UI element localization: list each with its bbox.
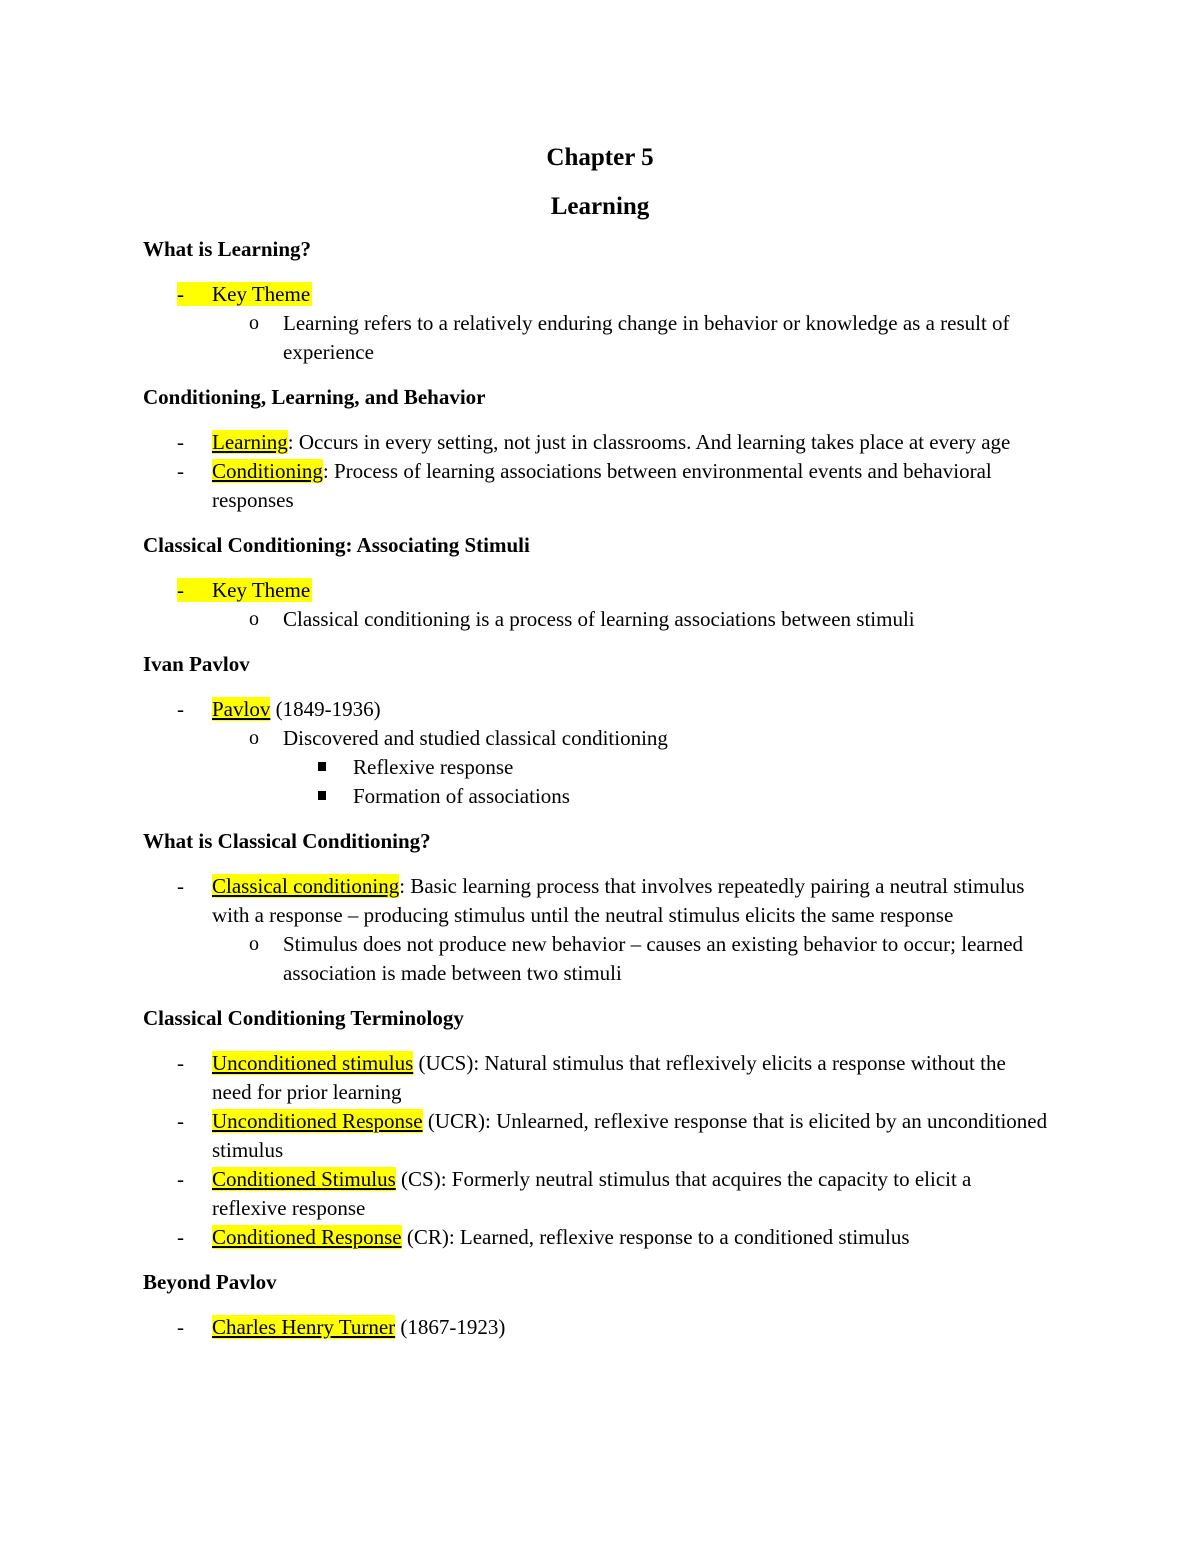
dash-bullet: - <box>177 1109 184 1133</box>
list-item <box>0 1049 1200 1107</box>
sub-sub-item <box>0 782 1200 811</box>
dash-bullet: - <box>177 1225 184 1249</box>
sub-item-text: Classical conditioning is a process of learning associations between stimuli <box>283 607 915 631</box>
sub-sub-item <box>0 753 1200 782</box>
sub-item-text: Stimulus does not produce new behavior – causes an existing behavior to occur; learned association is made between two stimuli <box>283 932 1024 985</box>
definition-text: (1849-1936) <box>270 697 381 721</box>
dash-bullet: - <box>177 459 184 483</box>
bullet-list <box>0 872 1200 988</box>
sub-item <box>0 930 1200 988</box>
definition-text: (CR): Learned, reflexive response to a conditioned stimulus <box>401 1225 910 1249</box>
circle-bullet: o <box>249 608 259 630</box>
list-item <box>0 1107 1200 1165</box>
sub-sub-item-text: Reflexive response <box>353 755 514 779</box>
bullet-list <box>0 576 1200 634</box>
highlighted-term: Unconditioned Response <box>212 1109 423 1133</box>
sub-item <box>0 605 1200 634</box>
definition-text: : Basic learning process that involves repeatedly pairing a neutral stimulus with a response – producing stimulus until the neutral stimulus elicits the same response <box>212 874 1025 927</box>
key-theme-item <box>0 280 1200 309</box>
sub-sub-item-text: Formation of associations <box>353 784 570 808</box>
key-theme-item <box>0 576 1200 605</box>
chapter-number: Chapter 5 <box>546 144 654 171</box>
dash-bullet: - <box>177 1315 184 1339</box>
list-item <box>0 1165 1200 1223</box>
section-heading: Conditioning, Learning, and Behavior <box>143 385 486 409</box>
dash-bullet: - <box>177 697 184 721</box>
key-theme-highlight <box>177 282 312 306</box>
section-what-is-classical-conditioning <box>0 827 1200 988</box>
key-theme-label: Key Theme <box>212 578 311 602</box>
highlighted-term: Classical conditioning <box>212 874 400 898</box>
sub-item <box>0 309 1200 367</box>
circle-bullet: o <box>249 933 259 955</box>
sub-item-text: Learning refers to a relatively enduring change in behavior or knowledge as a result of experience <box>283 311 1010 364</box>
highlighted-term: Charles Henry Turner <box>212 1315 396 1339</box>
list-item <box>0 695 1200 724</box>
section-classical-conditioning-associating <box>0 531 1200 634</box>
key-theme-highlight <box>177 578 312 602</box>
definition-text: (UCS): Natural stimulus that reflexively elicits a response without the need for prior learning <box>212 1051 1006 1104</box>
list-item <box>0 872 1200 930</box>
section-heading: What is Learning? <box>143 237 312 261</box>
section-heading: Beyond Pavlov <box>143 1270 277 1294</box>
bullet-list <box>0 428 1200 515</box>
list-item <box>0 457 1200 515</box>
definition-text: (CS): Formerly neutral stimulus that acquires the capacity to elicit a reflexive response <box>212 1167 972 1220</box>
section-conditioning-learning-behavior <box>0 383 1200 515</box>
dash-bullet: - <box>177 578 184 602</box>
sub-item-text: Discovered and studied classical conditioning <box>283 726 668 750</box>
highlighted-term: Pavlov <box>212 697 271 721</box>
section-heading: Classical Conditioning Terminology <box>143 1006 464 1030</box>
section-heading: Classical Conditioning: Associating Stimuli <box>143 533 530 557</box>
definition-text: (UCR): Unlearned, reflexive response that is elicited by an unconditioned stimulus <box>212 1109 1048 1162</box>
list-item <box>0 1313 1200 1342</box>
circle-bullet: o <box>249 727 259 749</box>
section-beyond-pavlov <box>0 1268 1200 1342</box>
bullet-list <box>0 1049 1200 1252</box>
square-bullet <box>318 791 326 800</box>
highlighted-term: Conditioned Response <box>212 1225 402 1249</box>
list-item <box>0 428 1200 457</box>
definition-text: : Occurs in every setting, not just in classrooms. And learning takes place at every age <box>287 430 1011 454</box>
dash-bullet: - <box>177 874 184 898</box>
dash-bullet: - <box>177 1167 184 1191</box>
bullet-list <box>0 1313 1200 1342</box>
chapter-title: Learning <box>550 193 650 220</box>
highlighted-term: Learning <box>212 430 288 454</box>
highlighted-term: Conditioning <box>212 459 323 483</box>
definition-text: (1867-1923) <box>395 1315 506 1339</box>
sub-item <box>0 724 1200 753</box>
section-classical-conditioning-terminology <box>0 1004 1200 1252</box>
key-theme-label: Key Theme <box>212 282 311 306</box>
list-item <box>0 1223 1200 1252</box>
bullet-list <box>0 695 1200 811</box>
dash-bullet: - <box>177 282 184 306</box>
bullet-list <box>0 280 1200 367</box>
highlighted-term: Conditioned Stimulus <box>212 1167 396 1191</box>
section-ivan-pavlov <box>0 650 1200 811</box>
circle-bullet: o <box>249 312 259 334</box>
section-heading: Ivan Pavlov <box>143 652 250 676</box>
section-heading: What is Classical Conditioning? <box>143 829 431 853</box>
dash-bullet: - <box>177 430 184 454</box>
highlighted-term: Unconditioned stimulus <box>212 1051 414 1075</box>
square-bullet <box>318 762 326 771</box>
dash-bullet: - <box>177 1051 184 1075</box>
definition-text: : Process of learning associations between environmental events and behavioral responses <box>212 459 992 512</box>
section-what-is-learning <box>0 235 1200 367</box>
